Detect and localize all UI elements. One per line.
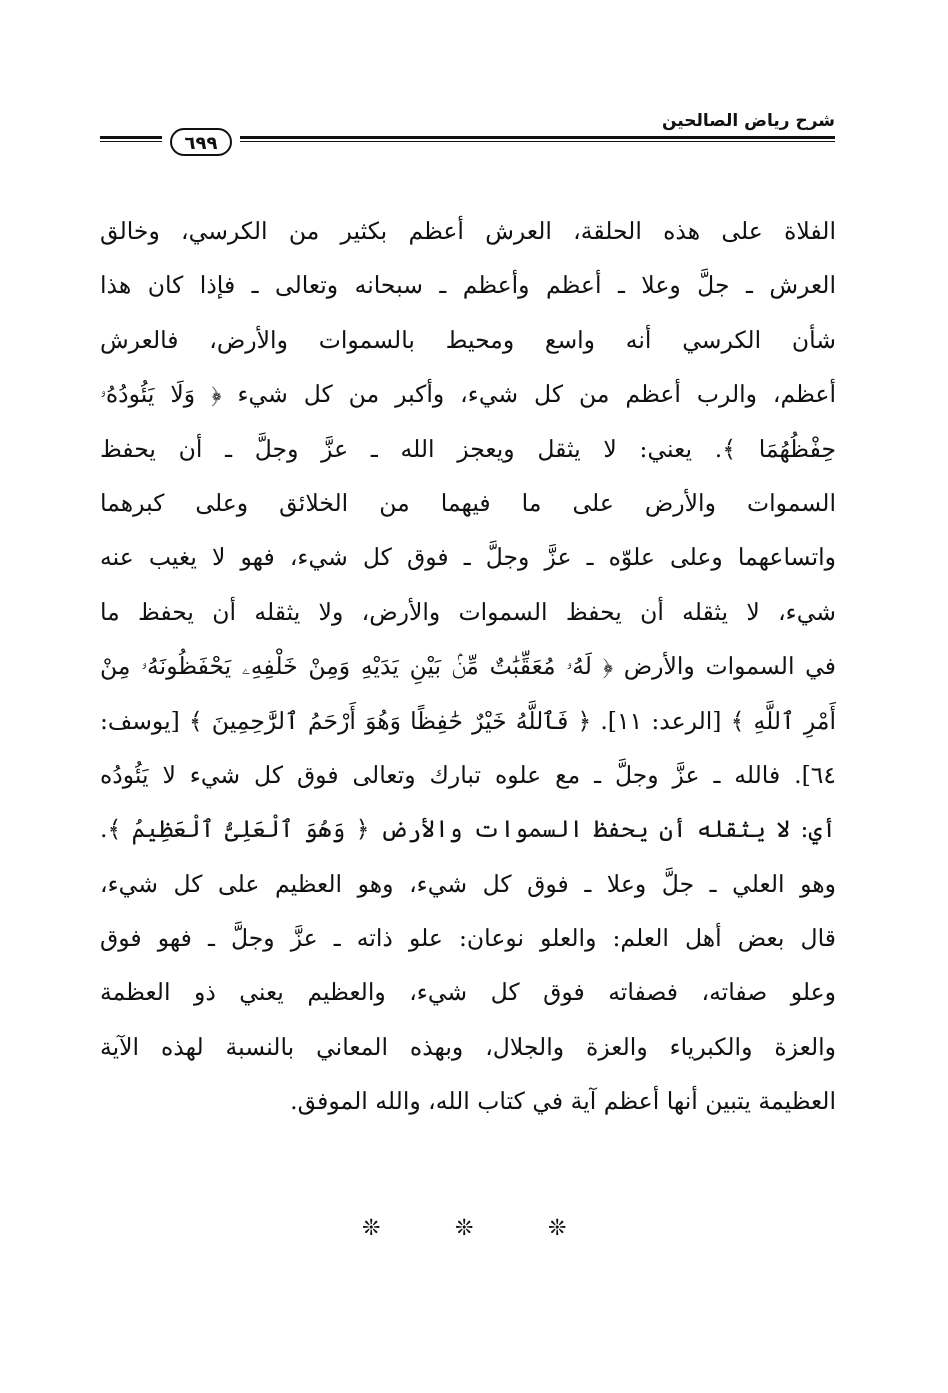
- asterisk-ornament-icon: ❊: [548, 1216, 567, 1241]
- asterisk-ornament-icon: ❊: [362, 1216, 381, 1241]
- header-rule-left: [100, 136, 162, 142]
- text-line: ٦٤]. فالله ـ عزَّ وجلَّ ـ مع علوه تبارك وتعالى فوق كل شيء لا يَئُودُه: [100, 760, 836, 789]
- text-line: شيء، لا يثقله أن يحفظ السموات والأرض، ولا يثقله أن يحفظ ما: [100, 597, 836, 626]
- text-line: واتساعهما وعلى علوّه ـ عزَّ وجلَّ ـ فوق كل شيء، فهو لا يغيب عنه: [100, 543, 836, 572]
- text-line: قال بعض أهل العلم: والعلو نوعان: علو ذاته ـ عزَّ وجلَّ ـ فهو فوق: [100, 924, 836, 953]
- text-line: حِفْظُهُمَا ﴾. يعني: لا يثقل ويعجز الله ـ عزَّ وجلَّ ـ أن يحفظ: [100, 434, 836, 463]
- text-line: في السموات والأرض ﴿ لَهُۥ مُعَقِّبَٰتٌ مِّنۢ بَيْنِ يَدَيْهِ وَمِنْ خَلْفِهِۦ يَحْفَظُونَهُۥ مِنْ: [100, 652, 836, 681]
- text-line: وعلو صفاته، فصفاته فوق كل شيء، والعظيم يعني ذو العظمة: [100, 978, 836, 1007]
- text-line: أَمْرِ ٱللَّهِ ﴾ [الرعد: ١١]. ﴿ فَٱللَّهُ خَيْرٌ حَٰفِظًا وَهُوَ أَرْحَمُ ٱلرَّٰحِمِينَ ﴾ [يوسف:: [100, 706, 836, 735]
- text-line: العرش ـ جلَّ وعلا ـ أعظم وأعظم ـ سبحانه وتعالى ـ فإذا كان هذا: [100, 271, 836, 300]
- text-line: أعظم، والرب أعظم من كل شيء، وأكبر من كل شيء ﴿ وَلَا يَئُودُهُۥ: [100, 380, 836, 409]
- header-rule-right: [240, 136, 835, 142]
- text-line: أي: لا يثقله أن يحفظ السموات والأرض ﴿ وَهُوَ ٱلْعَلِىُّ ٱلْعَظِيمُ ﴾.: [100, 815, 836, 844]
- text-line: والعزة والكبرياء والعزة والجلال، وبهذه المعاني بالنسبة لهذه الآية: [100, 1032, 836, 1061]
- asterisk-ornament-icon: ❊: [455, 1216, 474, 1241]
- text-line: السموات والأرض على ما فيهما من الخلائق وعلى كبرهما: [100, 488, 836, 517]
- text-line: وهو العلي ـ جلَّ وعلا ـ فوق كل شيء، وهو العظيم على كل شيء،: [100, 869, 836, 898]
- page-header: [100, 110, 835, 158]
- section-ornaments: [0, 1217, 948, 1247]
- book-title: شرح رياض الصالحين: [661, 111, 835, 131]
- text-line: شأن الكرسي أنه واسع ومحيط بالسموات والأرض، فالعرش: [100, 325, 836, 354]
- body-text: [100, 204, 836, 1129]
- text-line: الفلاة على هذه الحلقة، العرش أعظم بكثير من الكرسي، وخالق: [100, 217, 836, 245]
- page-number: ٦٩٩: [170, 128, 232, 156]
- text-line: العظيمة يتبين أنها أعظم آية في كتاب الله، والله الموفق.: [290, 1087, 836, 1116]
